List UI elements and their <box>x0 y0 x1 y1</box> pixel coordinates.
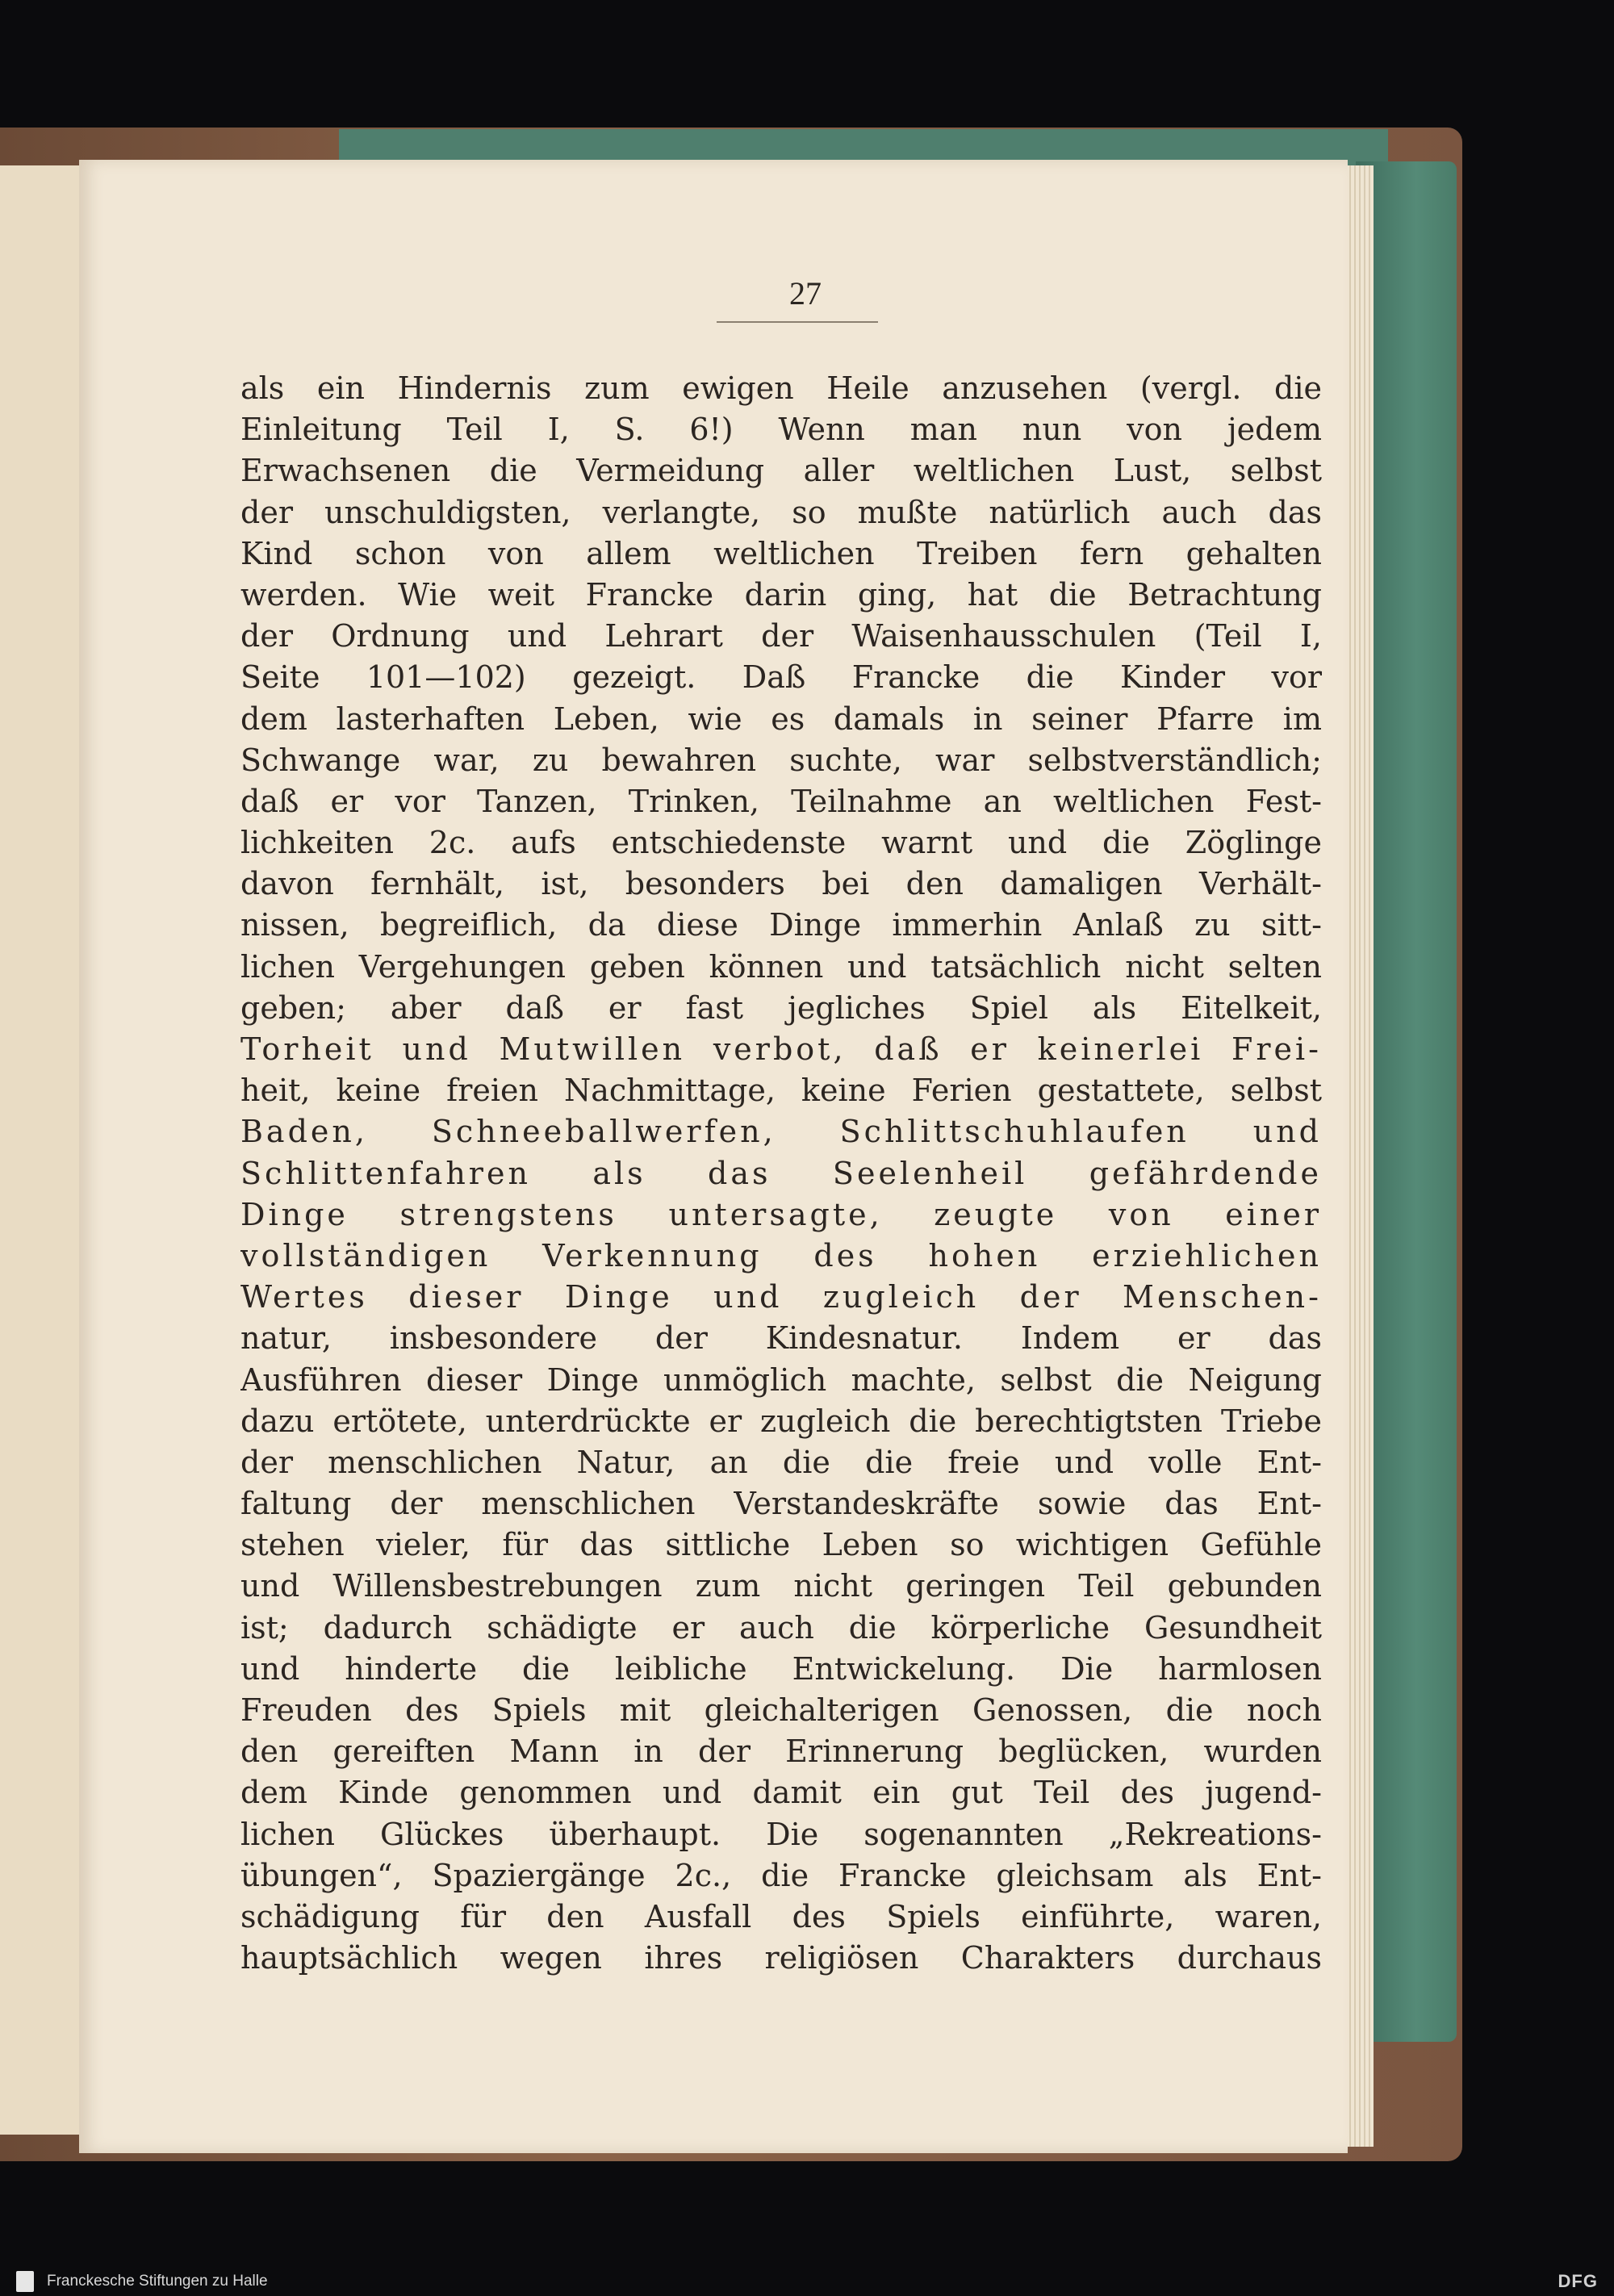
text-line: geben; aber daß er fast jegliches Spiel als Eitelkeit, <box>240 989 1322 1026</box>
text-line: faltung der menschlichen Verstandeskräfte sowie das Ent- <box>240 1486 1322 1522</box>
text-line: natur, insbesondere der Kindesnatur. Indem er das <box>240 1320 1322 1357</box>
text-line: der Ordnung und Lehrart der Waisenhausschulen (Teil I, <box>240 618 1322 655</box>
text-line: dazu ertötete, unterdrückte er zugleich die berechtigtsten Triebe <box>240 1403 1322 1439</box>
viewer-footer <box>0 2268 1614 2296</box>
text-line: heit, keine freien Nachmittage, keine Ferien gestattete, selbst <box>240 1073 1322 1109</box>
header-rule <box>717 321 878 323</box>
text-line: und Willensbestrebungen zum nicht geringen Teil gebunden <box>240 1568 1322 1604</box>
text-line: übungen“, Spaziergänge 2c., die Francke gleichsam als Ent- <box>240 1857 1322 1893</box>
text-line: dem lasterhaften Leben, wie es damals in seiner Pfarre im <box>240 701 1322 737</box>
text-line: Ausführen dieser Dinge unmöglich machte, selbst die Neigung <box>240 1361 1322 1398</box>
text-line: ist; dadurch schädigte er auch die körperliche Gesundheit <box>240 1609 1322 1646</box>
text-line-spaced: Baden, Schneeballwerfen, Schlittschuhlaufen und <box>240 1114 1322 1150</box>
text-line-spaced: Wertes dieser Dinge und zugleich der Menschen- <box>240 1279 1322 1315</box>
text-line: lichkeiten 2c. aufs entschiedenste warnt und die Zöglinge <box>240 825 1322 861</box>
text-line: stehen vieler, für das sittliche Leben so wichtigen Gefühle <box>240 1527 1322 1563</box>
dfg-logo: DFG <box>1558 2271 1598 2291</box>
text-line: nissen, begreiflich, da diese Dinge immerhin Anlaß zu sitt- <box>240 907 1322 943</box>
text-line: der menschlichen Natur, an die die freie und volle Ent- <box>240 1444 1322 1480</box>
text-line: Schwange war, zu bewahren suchte, war selbstverständlich; <box>240 742 1322 778</box>
text-line: daß er vor Tanzen, Trinken, Teilnahme an weltlichen Fest- <box>240 783 1322 819</box>
text-line: Einleitung Teil I, S. 6!) Wenn man nun von jedem <box>240 412 1322 448</box>
text-line: schädigung für den Ausfall des Spiels einführte, waren, <box>240 1898 1322 1934</box>
text-line: Kind schon von allem weltlichen Treiben fern gehalten <box>240 535 1322 571</box>
text-line: und hinderte die leibliche Entwickelung. Die harmlosen <box>240 1650 1322 1687</box>
text-line-spaced: Schlittenfahren als das Seelenheil gefährdende <box>240 1155 1322 1191</box>
body-text <box>240 368 1322 1979</box>
text-line: als ein Hindernis zum ewigen Heile anzusehen (vergl. die <box>240 370 1322 406</box>
institution-logo-icon <box>16 2271 34 2292</box>
page-stack-edge <box>1346 165 1374 2147</box>
text-line: der unschuldigsten, verlangte, so mußte natürlich auch das <box>240 494 1322 530</box>
text-line: lichen Vergehungen geben können und tatsächlich nicht selten <box>240 948 1322 985</box>
text-line: Seite 101—102) gezeigt. Daß Francke die Kinder vor <box>240 659 1322 696</box>
text-line: den gereiften Mann in der Erinnerung beglücken, wurden <box>240 1734 1322 1770</box>
text-line: Freuden des Spiels mit gleichalterigen Genossen, die noch <box>240 1692 1322 1728</box>
text-line: werden. Wie weit Francke darin ging, hat die Betrachtung <box>240 576 1322 613</box>
text-line: Erwachsenen die Vermeidung aller weltlichen Lust, selbst <box>240 453 1322 489</box>
page-number: 27 <box>789 275 822 312</box>
text-line: lichen Glückes überhaupt. Die sogenannten „Rekreations- <box>240 1816 1322 1852</box>
text-line-spaced: vollständigen Verkennung des hohen erziehlichen <box>240 1237 1322 1273</box>
text-line: davon fernhält, ist, besonders bei den damaligen Verhält- <box>240 866 1322 902</box>
left-page-edge <box>0 165 82 2135</box>
text-line: hauptsächlich wegen ihres religiösen Charakters durchaus <box>240 1940 1322 1976</box>
text-line-spaced: Dinge strengstens untersagte, zeugte von einer <box>240 1196 1322 1232</box>
text-line-spaced: Torheit und Mutwillen verbot, daß er keinerlei Frei- <box>240 1031 1322 1067</box>
source-credit: Franckesche Stiftungen zu Halle <box>47 2273 268 2290</box>
text-line: dem Kinde genommen und damit ein gut Teil des jugend- <box>240 1775 1322 1811</box>
scanned-page <box>79 160 1348 2153</box>
